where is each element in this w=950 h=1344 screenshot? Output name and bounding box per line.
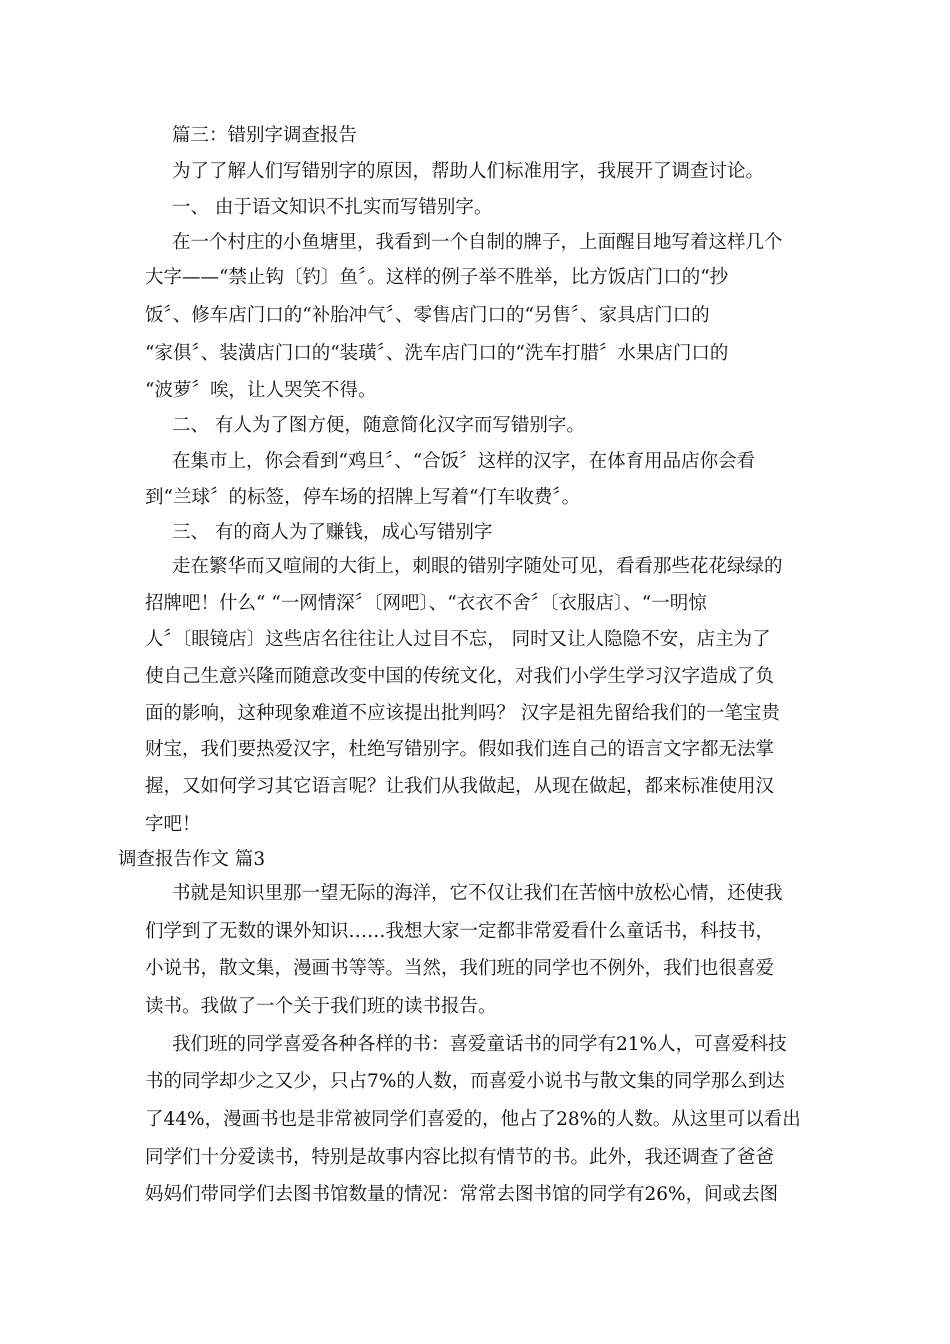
text-line: 我们班的同学喜爱各种各样的书：喜爱童话书的同学有21%人，可喜爱科技 — [172, 1034, 787, 1055]
text-line: 为了了解人们写错别字的原因，帮助人们标准用字，我展开了调查讨论。 — [172, 161, 765, 182]
text-line: 在一个村庄的小鱼塘里，我看到一个自制的牌子，上面醒目地写着这样几个 — [172, 232, 783, 253]
text-line: 同学们十分爱读书，特别是故事内容比拟有情节的书。此外，我还调查了爸爸 — [145, 1147, 775, 1168]
article-heading: 调查报告作文 篇3 — [118, 849, 266, 870]
text-line: 人〞〔眼镜店〕这些店名往往让人过目不忘， 同时又让人隐隐不安，店主为了 — [145, 629, 771, 650]
text-line: 在集市上，你会看到“鸡旦〞、“合饭〞这样的汉字，在体育用品店你会看 — [172, 451, 756, 472]
text-line: 书的同学却少之又少，只占7%的人数，而喜爱小说书与散文集的同学那么到达 — [145, 1071, 785, 1092]
text-line: 了44%，漫画书也是非常被同学们喜爱的，他占了28%的人数。从这里可以看出 — [145, 1109, 801, 1130]
text-line: 饭〞、修车店门口的“补胎冲气〞、零售店门口的“另售〞、家具店门口的 — [145, 305, 710, 326]
text-line: 大字——“禁止钩〔钓〕鱼〞。这样的例子举不胜举，比方饭店门口的“抄 — [145, 267, 729, 288]
text-line: 走在繁华而又喧闹的大街上，刺眼的错别字随处可见，看看那些花花绿绿的 — [172, 556, 783, 577]
text-line: 财宝，我们要热爱汉字，杜绝写错别字。假如我们连自己的语言文字都无法掌 — [145, 739, 775, 760]
list-heading-3: 三、 有的商人为了赚钱，成心写错别字 — [172, 522, 493, 543]
text-line: 招牌吧！什么“ “一网情深〞〔网吧〕、“衣衣不舍〞〔衣服店〕、“一明惊 — [145, 593, 707, 614]
text-line: “家俱〞、装潢店门口的“装璜〞、洗车店门口的“洗车打腊〞水果店门口的 — [145, 343, 729, 364]
text-line: 面的影响，这种现象难道不应该提出批判吗？ 汉字是祖先留给我们的一笔宝贵 — [145, 703, 780, 724]
text-line: 书就是知识里那一望无际的海洋，它不仅让我们在苦恼中放松心情，还使我 — [172, 883, 783, 904]
text-line: 到“兰球〞的标签，停车场的招牌上写着“仃车收费〞。 — [145, 487, 581, 508]
list-heading-1: 一、 由于语文知识不扎实而写错别字。 — [172, 197, 493, 218]
text-line: 使自己生意兴隆而随意改变中国的传统文化，对我们小学生学习汉字造成了负 — [145, 666, 775, 687]
text-line: 妈妈们带同学们去图书馆数量的情况：常常去图书馆的同学有26%，间或去图 — [145, 1184, 779, 1205]
text-line: 握，又如何学习其它语言呢？让我们从我做起，从现在做起，都来标准使用汉 — [145, 776, 775, 797]
list-heading-2: 二、 有人为了图方便，随意简化汉字而写错别字。 — [172, 415, 585, 436]
text-line: 小说书，散文集，漫画书等等。当然，我们班的同学也不例外，我们也很喜爱 — [145, 958, 775, 979]
section-title: 篇三：错别字调查报告 — [172, 125, 358, 146]
text-line: “波萝〞唉，让人哭笑不得。 — [145, 380, 377, 401]
text-line: 们学到了无数的课外知识……我想大家一定都非常爱看什么童话书，科技书， — [145, 921, 775, 942]
text-line: 读书。我做了一个关于我们班的读书报告。 — [145, 996, 497, 1017]
text-line: 字吧！ — [145, 814, 201, 835]
